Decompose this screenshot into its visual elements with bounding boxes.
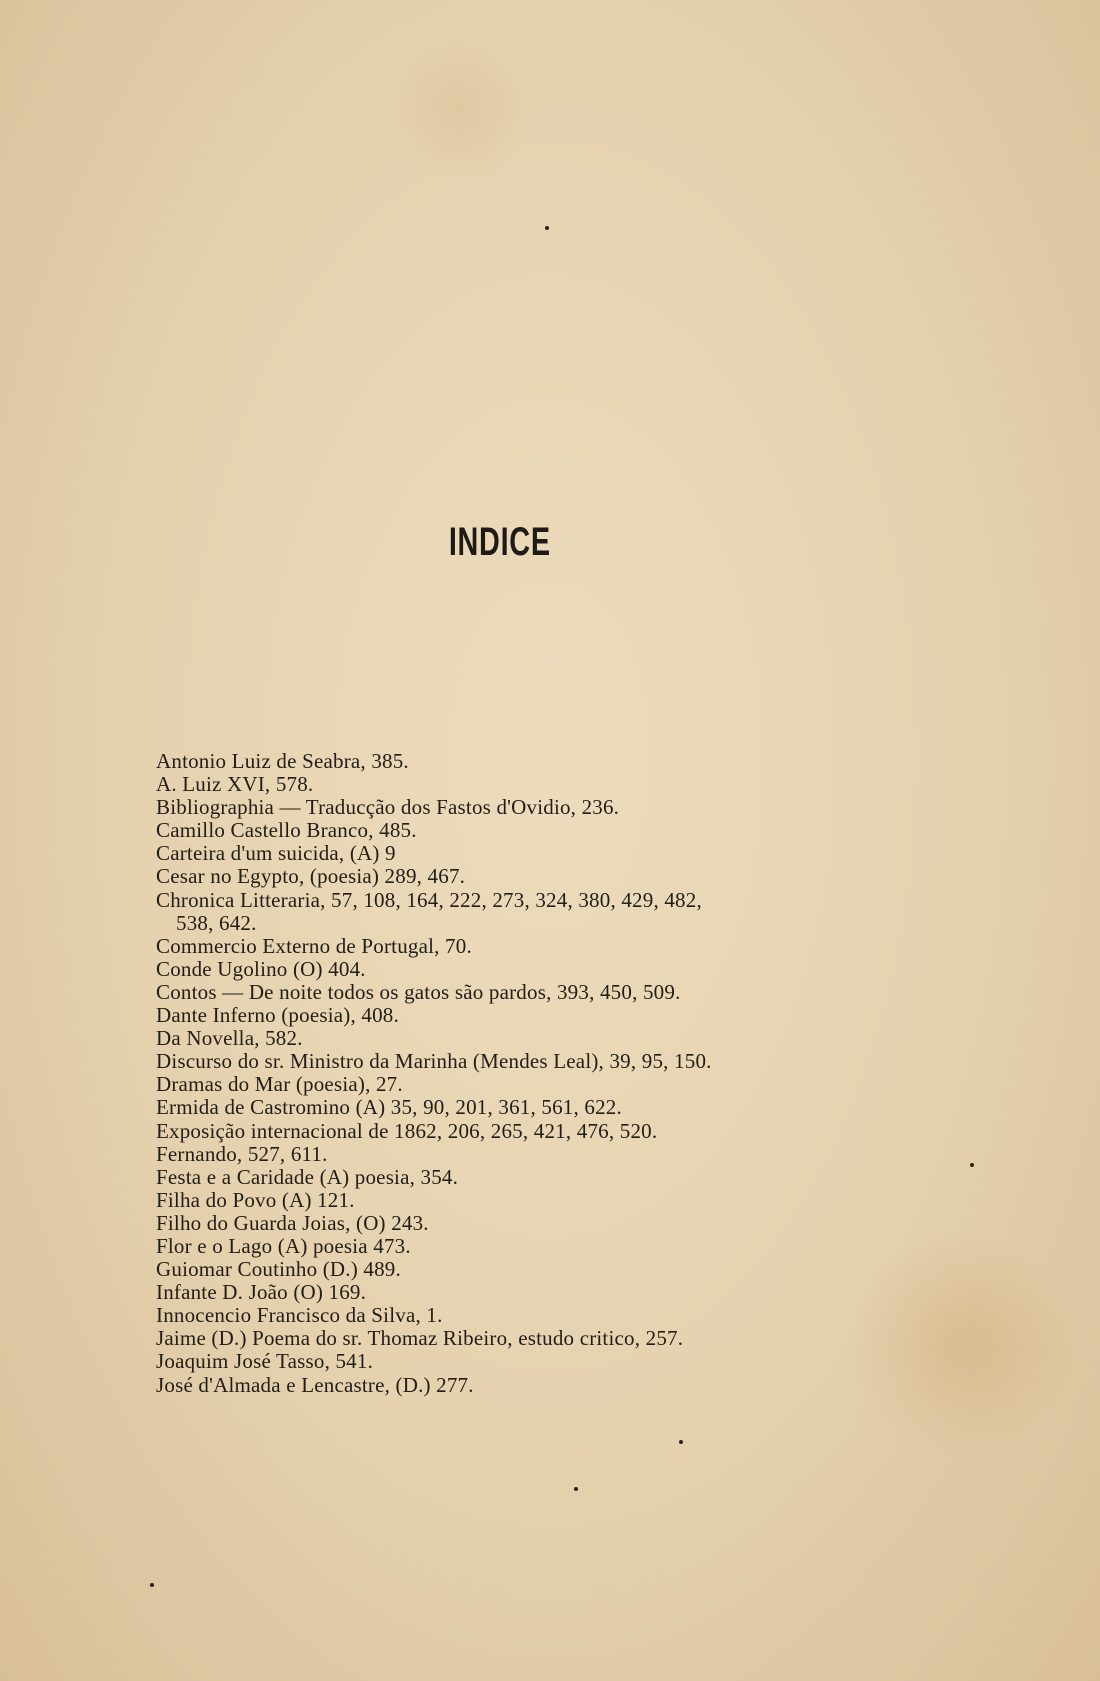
page-title-text: INDICE (449, 520, 551, 564)
index-list (156, 750, 856, 1397)
ink-speck (545, 226, 549, 230)
index-entry: Flor e o Lago (A) poesia 473. (156, 1233, 411, 1258)
index-entry: Ermida de Castromino (A) 35, 90, 201, 361, 561, 622. (156, 1095, 622, 1120)
index-entry: Bibliographia — Traducção dos Fastos d'Ovidio, 236. (156, 795, 620, 820)
index-entry: Camillo Castello Branco, 485. (156, 818, 417, 843)
index-entry: Guiomar Coutinho (D.) 489. (156, 1257, 401, 1282)
paper-stain (850, 1230, 1080, 1460)
index-entry: Filha do Povo (A) 121. (156, 1187, 355, 1212)
index-entry: Exposição internacional de 1862, 206, 265, 421, 476, 520. (156, 1118, 658, 1143)
index-entry: Commercio Externo de Portugal, 70. (156, 933, 472, 958)
ink-speck (150, 1583, 154, 1587)
index-entry: Festa e a Caridade (A) poesia, 354. (156, 1164, 459, 1189)
index-entry: José d'Almada e Lencastre, (D.) 277. (156, 1372, 474, 1397)
page-title (0, 520, 1100, 565)
ink-speck (970, 1163, 974, 1167)
paper-stain (380, 40, 540, 180)
index-entry: Filho do Guarda Joias, (O) 243. (156, 1210, 429, 1235)
index-entry: Discurso do sr. Ministro da Marinha (Mendes Leal), 39, 95, 150. (156, 1049, 712, 1074)
index-entry: Joaquim José Tasso, 541. (156, 1349, 374, 1374)
index-entry: Dante Inferno (poesia), 408. (156, 1003, 399, 1028)
index-entry: Jaime (D.) Poema do sr. Thomaz Ribeiro, estudo critico, 257. (156, 1326, 684, 1351)
index-entry: Chronica Litteraria, 57, 108, 164, 222, 273, 324, 380, 429, 482, 538, 642. (156, 889, 856, 935)
ink-speck (574, 1487, 578, 1491)
index-entry: Fernando, 527, 611. (156, 1141, 328, 1166)
index-entry: Antonio Luiz de Seabra, 385. (156, 749, 409, 773)
index-entry: Contos — De noite todos os gatos são pardos, 393, 450, 509. (156, 979, 681, 1004)
ink-speck (679, 1440, 683, 1444)
index-entry: Da Novella, 582. (156, 1026, 303, 1051)
index-entry: Carteira d'um suicida, (A) 9 (156, 841, 396, 866)
index-entry: A. Luiz XVI, 578. (156, 772, 314, 797)
index-entry: Cesar no Egypto, (poesia) 289, 467. (156, 864, 466, 889)
index-entry: Innocencio Francisco da Silva, 1. (156, 1303, 443, 1328)
index-entry-continuation: 538, 642. (176, 910, 257, 935)
index-entry: Dramas do Mar (poesia), 27. (156, 1072, 403, 1097)
index-entry: Infante D. João (O) 169. (156, 1280, 367, 1305)
index-entry: Conde Ugolino (O) 404. (156, 956, 366, 981)
